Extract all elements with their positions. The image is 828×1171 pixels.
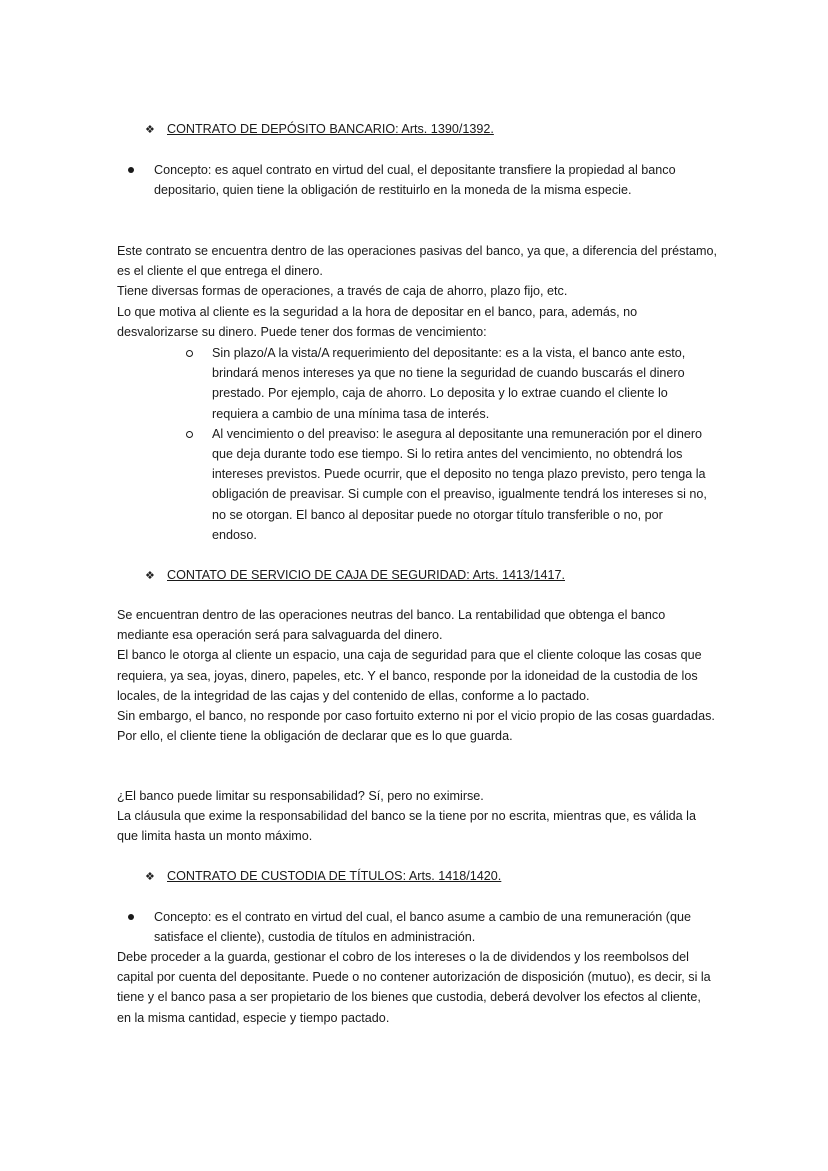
diamond-bullet-icon: ❖ — [145, 124, 155, 136]
paragraph: La cláusula que exime la responsabilidad del banco se la tiene por no escrita, mientras que, es válida la que limita hasta un monto máximo. — [117, 809, 696, 844]
circle-bullet-icon — [186, 431, 193, 438]
diamond-bullet-icon: ❖ — [145, 570, 155, 582]
paragraph: Lo que motiva al cliente es la seguridad a la hora de depositar en el banco, para, además, no desvalorizarse su dinero. Puede tener dos formas de vencimiento: — [117, 304, 638, 339]
section-heading-text: CONTRATO DE DEPÓSITO BANCARIO: Arts. 1390/1392. — [167, 122, 494, 136]
section-heading-deposito — [145, 119, 494, 140]
circle-bullet-icon — [186, 350, 193, 357]
paragraph: Debe proceder a la guarda, gestionar el cobro de los intereses o la de dividendos y los reembolsos del capital por cuenta del depositante. Puede o no contener autorización de disposición (mutuo), es decir, si la tiene y el banco pasa a ser propietario de los bienes que custodia, deberá devolver los efectos al cliente, en la misma cantidad, especie y tiempo pactado. — [117, 950, 711, 1025]
list-item — [186, 424, 711, 545]
list-item-text: Sin plazo/A la vista/A requerimiento del depositante: es a la vista, el banco ante esto, brindará menos intereses ya que no tiene la seguridad de cuando buscarás el dinero prestado. Por ejemplo, caja de ahorro. Lo deposita y lo extrae cuando el cliente lo requiera a cambio de una mínima tasa de interés. — [212, 346, 686, 421]
paragraph: Sin embargo, el banco, no responde por caso fortuito externo ni por el vicio propio de las cosas guardadas. Por ello, el cliente tiene la obligación de declarar que es lo que guarda. — [117, 709, 715, 744]
caja-body — [117, 605, 717, 746]
concept-text: Concepto: es el contrato en virtud del cual, el banco asume a cambio de una remuneración (que satisface el cliente), custodia de títulos en administración. — [154, 910, 691, 945]
list-item-text: Al vencimiento o del preaviso: le asegura al depositante una remuneración por el dinero que deja durante todo ese tiempo. Si lo retira antes del vencimiento, no obtendrá los intereses previstos. Puede ocurrir, que el deposito no tenga plazo previsto, pero tenga la obligación de preavisar. Si cumple con el preaviso, igualmente tendrá los intereses si no, no se otorgan. El banco al depositar puede no otorgar título transferible o no, por endoso. — [212, 426, 707, 542]
custodia-body — [117, 947, 717, 1028]
concept-bullet-deposito — [128, 160, 698, 200]
paragraph: El banco le otorga al cliente un espacio, una caja de seguridad para que el cliente coloque las cosas que requiera, ya sea, joyas, dinero, papeles, etc. Y el banco, responde por la idoneidad de la custodia de los locales, de la integridad de las cajas y del contenido de ellas, conforme a lo pactado. — [117, 648, 702, 703]
deposito-body — [117, 241, 717, 342]
diamond-bullet-icon: ❖ — [145, 871, 155, 883]
section-heading-custodia — [145, 866, 501, 887]
concept-bullet-custodia — [128, 907, 698, 947]
concept-text: Concepto: es aquel contrato en virtud del cual, el depositante transfiere la propiedad al banco depositario, quien tiene la obligación de restituirlo en la moneda de la misma especie. — [154, 163, 676, 198]
caja-body-2 — [117, 786, 717, 847]
section-heading-text: CONTATO DE SERVICIO DE CAJA DE SEGURIDAD: Arts. 1413/1417. — [167, 568, 565, 582]
paragraph: ¿El banco puede limitar su responsabilidad? Sí, pero no eximirse. — [117, 789, 484, 803]
section-heading-text: CONTRATO DE CUSTODIA DE TÍTULOS: Arts. 1418/1420. — [167, 869, 502, 883]
section-heading-caja — [145, 565, 565, 586]
paragraph: Se encuentran dentro de las operaciones neutras del banco. La rentabilidad que obtenga el banco mediante esa operación será para salvaguarda del dinero. — [117, 608, 666, 643]
paragraph: Tiene diversas formas de operaciones, a través de caja de ahorro, plazo fijo, etc. — [117, 284, 568, 299]
vencimiento-list — [186, 343, 711, 545]
paragraph: Este contrato se encuentra dentro de las operaciones pasivas del banco, ya que, a diferencia del préstamo, es el cliente el que entrega el dinero. — [117, 244, 717, 279]
list-item — [186, 343, 711, 424]
bullet-dot-icon — [128, 167, 134, 173]
bullet-dot-icon — [128, 914, 134, 920]
